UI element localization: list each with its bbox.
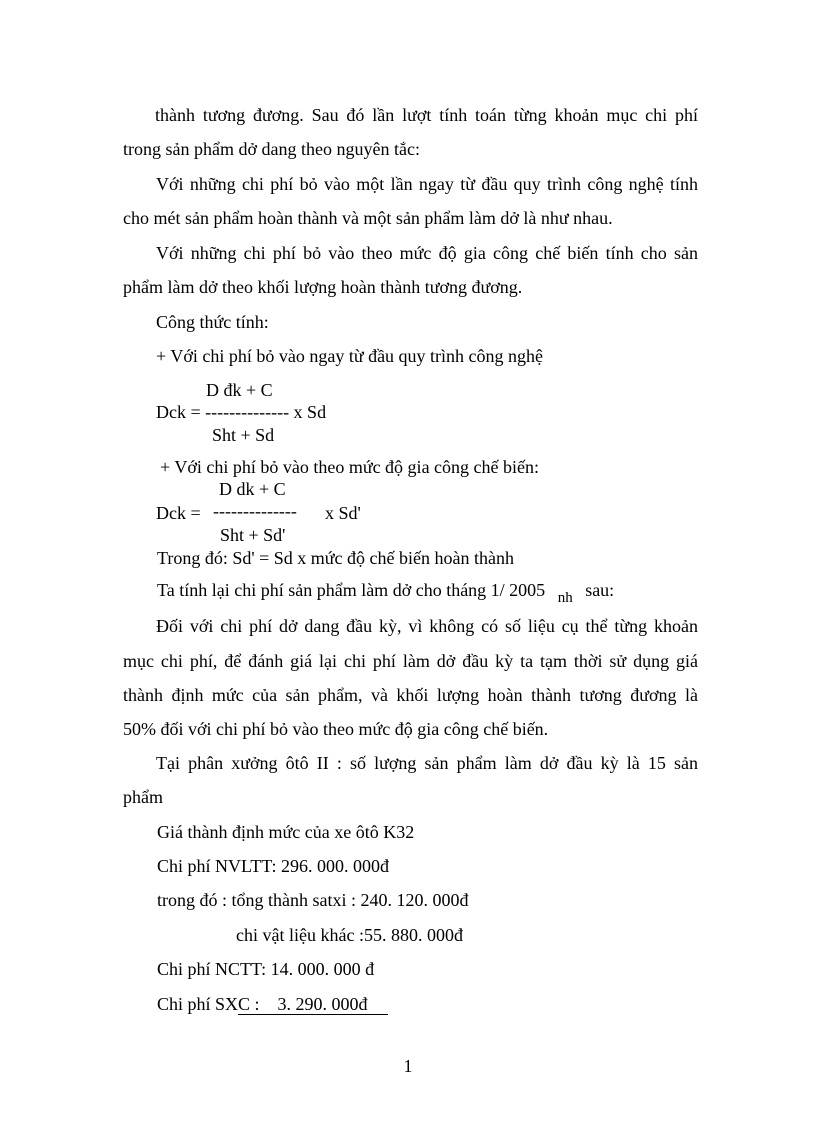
paragraph-line: Với những chi phí bỏ vào một lần ngay từ đầu quy trình công nghệ tính (156, 174, 698, 194)
paragraph-line: phẩm làm dở theo khối lượng hoàn thành tương đương. (123, 277, 523, 297)
paragraph-line: cho mét sản phẩm hoàn thành và một sản phẩm làm dở là như nhau. (123, 208, 613, 228)
paragraph-text: Chi phí SX (157, 994, 239, 1014)
paragraph-line: thành định mức của sản phẩm, và khối lượng hoàn thành tương đương là (123, 685, 698, 705)
paragraph-text: Ta tính lại chi phí sản phẩm làm dở cho tháng 1/ 2005 (157, 580, 546, 600)
formula-numerator: D dk + C (219, 479, 286, 499)
formula-main: Dck = -------------- x Sd (156, 402, 327, 422)
paragraph-line: + Với chi phí bỏ vào ngay từ đầu quy trình công nghệ (156, 346, 544, 366)
formula-bar: -------------- (213, 501, 297, 521)
paragraph-line (157, 579, 615, 606)
paragraph-line: Giá thành định mức của xe ôtô K32 (157, 822, 415, 842)
formula-lhs: Dck = (156, 503, 201, 523)
paragraph-line: thành tương đương. Sau đó lần lượt tính toán từng khoản mục chi phí (155, 105, 698, 125)
paragraph-line: 50% đối với chi phí bỏ vào theo mức độ gia công chế biến. (123, 719, 549, 739)
paragraph-line: phẩm (123, 787, 163, 807)
paragraph-line: Chi phí NVLTT: 296. 000. 000đ (157, 856, 389, 876)
paragraph-line: mục chi phí, để đánh giá lại chi phí làm dở đầu kỳ ta tạm thời sử dụng giá (123, 651, 698, 671)
formula-numerator: D đk + C (206, 380, 273, 400)
paragraph-line: Công thức tính: (156, 312, 269, 332)
paragraph-line: trong đó : tổng thành satxi : 240. 120. 000đ (157, 890, 469, 910)
formula-denominator: Sht + Sd (212, 425, 275, 445)
paragraph-line: chi vật liệu khác :55. 880. 000đ (236, 925, 463, 945)
paragraph-text: sau: (585, 580, 615, 600)
paragraph-line: Tại phân xưởng ôtô II : số lượng sản phẩm làm dở đầu kỳ là 15 sản (156, 753, 698, 773)
paragraph-line: Đối với chi phí dở dang đầu kỳ, vì không có số liệu cụ thể từng khoản (156, 616, 698, 636)
paragraph-line: + Với chi phí bỏ vào theo mức độ gia công chế biến: (160, 457, 540, 477)
formula-denominator: Sht + Sd' (220, 525, 286, 545)
paragraph-line: Trong đó: Sd' = Sd x mức độ chế biến hoàn thành (157, 548, 514, 568)
formula-multiplier: x Sd' (325, 503, 361, 523)
paragraph-line (157, 993, 388, 1015)
paragraph-line: Với những chi phí bỏ vào theo mức độ gia công chế biến tính cho sản (156, 243, 698, 263)
underlined-text: C : 3. 290. 000đ (238, 994, 388, 1015)
subscript-text: nh (557, 590, 573, 606)
paragraph-line: trong sản phẩm dở dang theo nguyên tắc: (123, 139, 420, 159)
paragraph-line: Chi phí NCTT: 14. 000. 000 đ (157, 959, 375, 979)
page-number: 1 (403, 1056, 413, 1076)
